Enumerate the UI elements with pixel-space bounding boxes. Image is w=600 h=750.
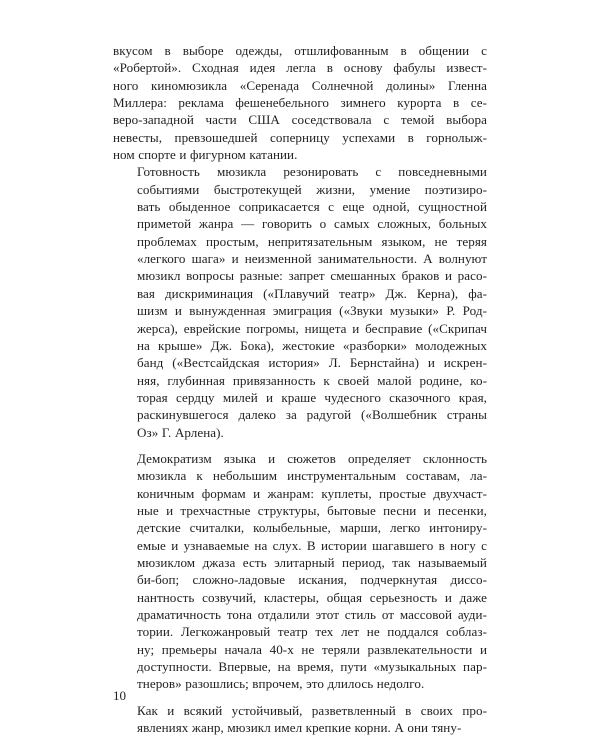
text-line: Оз» Г. Арлена). (137, 424, 224, 440)
text-line: невесты, превзошедшей соперницу успехами в горнолыж- (113, 129, 487, 145)
text-line: веро-западной части США соседствовала с темой выбора (113, 112, 487, 128)
text-line: Готовность мюзикла резонировать с повседневными (137, 164, 487, 180)
text-line: «Робертой». Сходная идея легла в основу фабулы извест- (113, 60, 487, 76)
text-line: Демократизм языка и сюжетов определяет склонность (137, 450, 487, 466)
text-line: ные и трехчастные структуры, бытовые песни и песенки, (137, 502, 487, 518)
text-line: на крыше» Дж. Бока), жестокие «разборки» молодежных (137, 337, 487, 353)
text-line: мюзикл вопросы разные: запрет смешанных браков и расо- (137, 268, 487, 284)
page-number: 10 (113, 688, 127, 703)
text-line: событиями быстротекущей жизни, умение поэтизиро- (137, 181, 487, 197)
text-line: емые и узнаваемые на слух. В истории шагавшего в ногу с (137, 537, 487, 553)
text-line: мюзикла к небольшим инструментальным составам, ла- (137, 468, 487, 484)
text-line: вая дискриминация («Плавучий театр» Дж. Керна), фа- (137, 285, 487, 301)
text-line: драматичность тона отдалили этот стиль от массовой ауди- (137, 607, 487, 622)
paragraph-2 (113, 163, 487, 441)
text-line: раскинувшегося далеко за радугой («Волшебник страны (137, 407, 487, 423)
text-line: нантность созвучий, кластеры, общая серьезность и даже (137, 589, 487, 605)
text-line: приметой жанра — говорить о самых сложных, больных (137, 216, 487, 232)
text-line: ном спорте и фигурном катании. (113, 147, 298, 163)
paragraph-1 (113, 42, 487, 163)
text-line: вать обыденное соприкасается с еще одной, сущностной (137, 199, 487, 215)
text-line: явлениях жанр, мюзикл имел крепкие корни. А они тяну- (137, 720, 462, 736)
text-line: банд («Вестсайдская история» Л. Бернстайна) и искрен- (137, 355, 487, 371)
text-line: Как и всякий устойчивый, разветвленный в своих про- (137, 702, 487, 718)
text-line: би-боп; сложно-ладовые искания, подчеркнутая диссо- (137, 572, 487, 588)
text-line: ну; премьеры начала 40-х не теряли развлекательности и (137, 641, 487, 657)
text-line: вкусом в выборе одежды, отшлифованным в общении с (113, 43, 487, 58)
text-line: Миллера: реклама фешенебельного зимнего курорта в се- (113, 95, 487, 111)
text-line: «легкого шага» и неизменной занимательности. А волнуют (137, 251, 487, 267)
text-line: коничным формам и жанрам: куплеты, простые двухчаст- (137, 485, 487, 501)
paragraph-3 (113, 450, 487, 693)
text-line: няя, глубинная привязанность к своей малой родине, ко- (137, 372, 487, 388)
text-line: проблемах простым, непритязательным языком, не теряя (137, 233, 487, 249)
text-line: жерса), еврейские погромы, нищета и бесправие («Скрипач (137, 320, 487, 336)
text-line: торая сердцу милей и краше чудесного сказочного края, (137, 389, 487, 405)
paragraph-4 (113, 702, 487, 737)
text-line: шизм и вынужденная эмиграция («Звуки музыки» Р. Род- (137, 303, 487, 319)
text-line: тнеров» разошлись; впрочем, это длилось недолго. (137, 676, 425, 692)
page-text-block (113, 42, 487, 736)
text-line: мюзиклом джаза есть элитарный период, так называемый (137, 554, 487, 570)
text-line: ного киномюзикла «Серенада Солнечной долины» Гленна (113, 77, 487, 93)
text-line: детские считалки, колыбельные, марши, легко интониру- (137, 520, 487, 536)
text-line: тории. Легкожанровый театр тех лет не поддался соблаз- (137, 624, 487, 640)
text-line: доступности. Впервые, на время, пути «музыкальных пар- (137, 659, 487, 675)
